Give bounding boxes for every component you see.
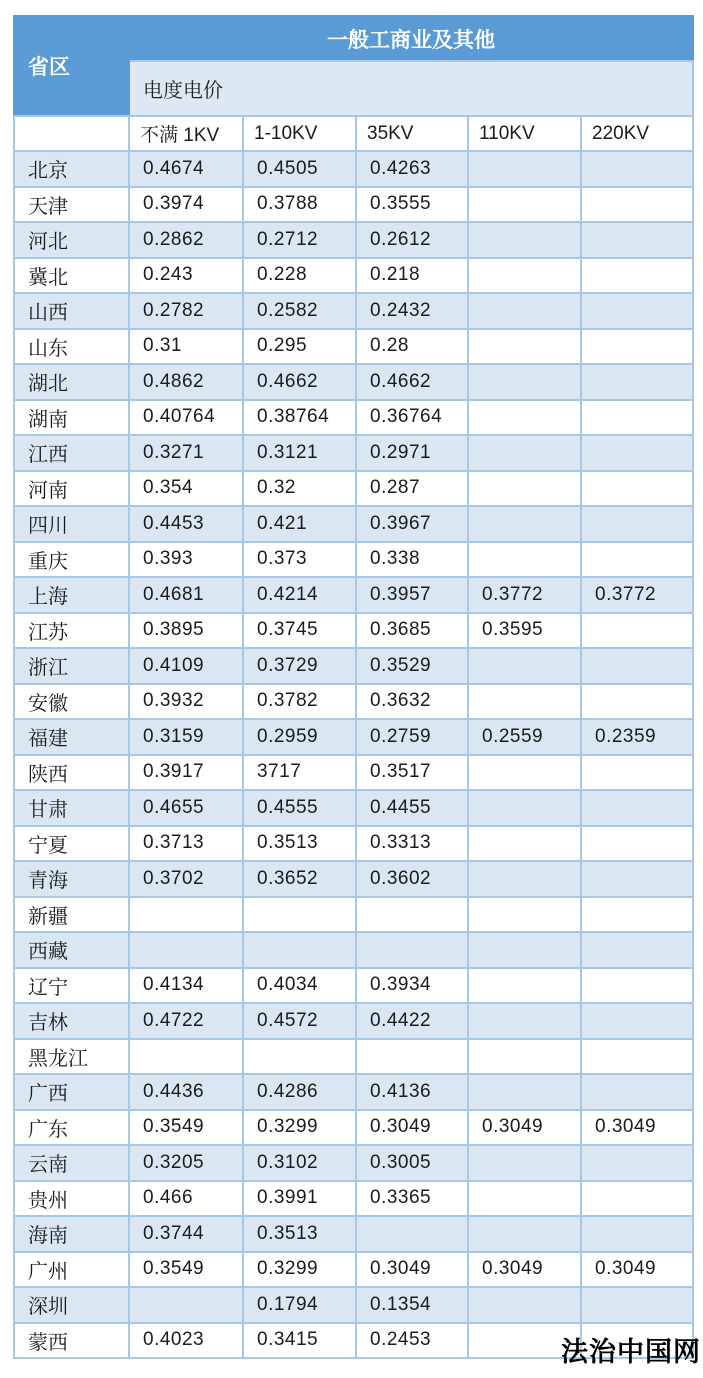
voltage-column-header-1: 不满 1KV xyxy=(129,116,243,151)
price-cell: 0.3602 xyxy=(356,861,468,897)
price-cell xyxy=(356,1216,468,1252)
province-cell: 山东 xyxy=(14,329,129,365)
province-cell: 四川 xyxy=(14,506,129,542)
price-cell xyxy=(468,1003,581,1039)
province-cell: 贵州 xyxy=(14,1181,129,1217)
price-cell xyxy=(468,435,581,471)
price-cell xyxy=(468,506,581,542)
price-cell: 0.2453 xyxy=(356,1323,468,1359)
price-cell: 0.4436 xyxy=(129,1074,243,1110)
price-cell: 0.32 xyxy=(243,471,356,507)
price-cell: 0.3205 xyxy=(129,1145,243,1181)
price-cell: 3717 xyxy=(243,755,356,791)
price-cell: 0.4722 xyxy=(129,1003,243,1039)
price-cell xyxy=(581,435,693,471)
price-cell xyxy=(581,1216,693,1252)
price-cell xyxy=(581,861,693,897)
province-cell: 宁夏 xyxy=(14,826,129,862)
province-cell: 甘肃 xyxy=(14,790,129,826)
price-cell: 0.40764 xyxy=(129,400,243,436)
price-cell xyxy=(581,506,693,542)
price-cell: 0.3529 xyxy=(356,648,468,684)
price-cell xyxy=(356,932,468,968)
price-cell: 0.4109 xyxy=(129,648,243,684)
price-cell xyxy=(468,329,581,365)
table-row xyxy=(14,258,693,294)
table-row xyxy=(14,719,693,755)
table-row xyxy=(14,1181,693,1217)
price-cell: 0.4681 xyxy=(129,577,243,613)
price-cell xyxy=(581,790,693,826)
price-cell xyxy=(468,1216,581,1252)
price-cell: 0.4422 xyxy=(356,1003,468,1039)
price-cell: 0.2862 xyxy=(129,222,243,258)
table-row xyxy=(14,861,693,897)
price-cell: 0.3957 xyxy=(356,577,468,613)
province-cell: 冀北 xyxy=(14,258,129,294)
province-cell: 海南 xyxy=(14,1216,129,1252)
price-cell: 0.3513 xyxy=(243,1216,356,1252)
table-row xyxy=(14,790,693,826)
province-column-header: 省区 xyxy=(14,16,129,116)
province-cell: 浙江 xyxy=(14,648,129,684)
price-cell xyxy=(468,968,581,1004)
price-cell xyxy=(581,542,693,578)
price-cell: 0.3049 xyxy=(356,1110,468,1146)
price-type-header: 电度电价 xyxy=(129,61,693,116)
price-cell: 0.3652 xyxy=(243,861,356,897)
price-cell: 0.295 xyxy=(243,329,356,365)
price-cell: 0.3967 xyxy=(356,506,468,542)
price-cell: 0.3934 xyxy=(356,968,468,1004)
price-cell: 0.3049 xyxy=(356,1252,468,1288)
watermark-text: 法治中国网 xyxy=(561,1337,701,1368)
province-cell: 江苏 xyxy=(14,613,129,649)
price-cell: 0.2971 xyxy=(356,435,468,471)
price-cell xyxy=(468,187,581,223)
price-cell xyxy=(581,684,693,720)
price-cell xyxy=(356,1039,468,1075)
price-cell: 0.3299 xyxy=(243,1110,356,1146)
price-cell xyxy=(356,897,468,933)
table-row xyxy=(14,187,693,223)
province-cell: 湖南 xyxy=(14,400,129,436)
price-cell xyxy=(581,400,693,436)
price-cell: 0.4572 xyxy=(243,1003,356,1039)
table-row xyxy=(14,364,693,400)
province-cell: 深圳 xyxy=(14,1287,129,1323)
table-row xyxy=(14,1074,693,1110)
price-cell xyxy=(468,932,581,968)
price-cell xyxy=(581,1039,693,1075)
table-row xyxy=(14,151,693,187)
price-cell: 0.2782 xyxy=(129,293,243,329)
blank-header-cell xyxy=(14,116,129,151)
price-cell: 0.3744 xyxy=(129,1216,243,1252)
price-cell: 0.4662 xyxy=(243,364,356,400)
price-cell: 0.3313 xyxy=(356,826,468,862)
table-row xyxy=(14,222,693,258)
province-cell: 福建 xyxy=(14,719,129,755)
table-row xyxy=(14,755,693,791)
price-cell: 0.4505 xyxy=(243,151,356,187)
price-cell: 0.3415 xyxy=(243,1323,356,1359)
price-cell xyxy=(468,648,581,684)
price-cell xyxy=(581,826,693,862)
price-cell: 0.4263 xyxy=(356,151,468,187)
price-cell: 0.3772 xyxy=(581,577,693,613)
price-cell xyxy=(581,329,693,365)
price-cell: 0.354 xyxy=(129,471,243,507)
table-row xyxy=(14,897,693,933)
price-cell xyxy=(468,1074,581,1110)
table-row xyxy=(14,1145,693,1181)
price-cell: 0.2612 xyxy=(356,222,468,258)
price-cell: 0.3049 xyxy=(581,1110,693,1146)
price-cell xyxy=(581,222,693,258)
price-cell: 0.3549 xyxy=(129,1252,243,1288)
price-cell xyxy=(468,826,581,862)
province-cell: 新疆 xyxy=(14,897,129,933)
province-cell: 黑龙江 xyxy=(14,1039,129,1075)
table-row xyxy=(14,932,693,968)
price-cell: 0.3517 xyxy=(356,755,468,791)
price-cell xyxy=(468,1181,581,1217)
price-cell xyxy=(468,258,581,294)
price-cell xyxy=(468,293,581,329)
table-row xyxy=(14,1287,693,1323)
province-cell: 河北 xyxy=(14,222,129,258)
province-cell: 上海 xyxy=(14,577,129,613)
province-cell: 辽宁 xyxy=(14,968,129,1004)
price-cell xyxy=(468,684,581,720)
price-cell xyxy=(468,364,581,400)
province-cell: 蒙西 xyxy=(14,1323,129,1359)
province-cell: 青海 xyxy=(14,861,129,897)
table-row xyxy=(14,1003,693,1039)
price-cell: 0.3991 xyxy=(243,1181,356,1217)
price-cell: 0.4674 xyxy=(129,151,243,187)
price-cell xyxy=(581,1145,693,1181)
price-cell: 0.3159 xyxy=(129,719,243,755)
province-cell: 湖北 xyxy=(14,364,129,400)
price-cell: 0.393 xyxy=(129,542,243,578)
price-cell xyxy=(581,1003,693,1039)
table-row xyxy=(14,1252,693,1288)
price-cell: 0.1794 xyxy=(243,1287,356,1323)
table-row xyxy=(14,968,693,1004)
province-cell: 广西 xyxy=(14,1074,129,1110)
table-row xyxy=(14,435,693,471)
price-cell: 0.4655 xyxy=(129,790,243,826)
price-cell: 0.4214 xyxy=(243,577,356,613)
price-cell xyxy=(468,1039,581,1075)
price-cell: 0.4455 xyxy=(356,790,468,826)
price-cell xyxy=(243,897,356,933)
province-cell: 山西 xyxy=(14,293,129,329)
price-cell xyxy=(468,790,581,826)
price-cell: 0.3632 xyxy=(356,684,468,720)
price-cell xyxy=(581,364,693,400)
price-cell: 0.3974 xyxy=(129,187,243,223)
price-cell xyxy=(581,897,693,933)
price-cell xyxy=(468,1287,581,1323)
price-cell: 0.4023 xyxy=(129,1323,243,1359)
price-cell: 0.3782 xyxy=(243,684,356,720)
price-cell: 0.3932 xyxy=(129,684,243,720)
table-row xyxy=(14,577,693,613)
price-cell: 0.3121 xyxy=(243,435,356,471)
price-cell: 0.3788 xyxy=(243,187,356,223)
price-cell: 0.466 xyxy=(129,1181,243,1217)
price-cell: 0.3299 xyxy=(243,1252,356,1288)
price-cell: 0.38764 xyxy=(243,400,356,436)
price-cell: 0.3049 xyxy=(468,1252,581,1288)
price-cell: 0.3049 xyxy=(468,1110,581,1146)
price-cell xyxy=(468,755,581,791)
price-cell: 0.3549 xyxy=(129,1110,243,1146)
province-cell: 安徽 xyxy=(14,684,129,720)
price-cell xyxy=(581,258,693,294)
price-cell xyxy=(468,1145,581,1181)
price-cell xyxy=(468,400,581,436)
price-cell xyxy=(581,151,693,187)
table-row xyxy=(14,1110,693,1146)
price-cell: 0.4034 xyxy=(243,968,356,1004)
price-cell: 0.31 xyxy=(129,329,243,365)
price-cell: 0.3102 xyxy=(243,1145,356,1181)
price-cell xyxy=(243,932,356,968)
table-row xyxy=(14,826,693,862)
province-cell: 西藏 xyxy=(14,932,129,968)
price-cell: 0.4662 xyxy=(356,364,468,400)
price-cell xyxy=(581,1181,693,1217)
price-cell: 0.3917 xyxy=(129,755,243,791)
price-cell xyxy=(581,293,693,329)
price-cell: 0.28 xyxy=(356,329,468,365)
price-cell: 0.3685 xyxy=(356,613,468,649)
table-row xyxy=(14,400,693,436)
price-cell xyxy=(581,932,693,968)
price-cell xyxy=(581,471,693,507)
price-cell xyxy=(581,755,693,791)
price-cell xyxy=(468,222,581,258)
price-cell xyxy=(581,1287,693,1323)
price-cell xyxy=(243,1039,356,1075)
price-cell xyxy=(129,1039,243,1075)
price-cell xyxy=(468,861,581,897)
table-row xyxy=(14,684,693,720)
province-cell: 广州 xyxy=(14,1252,129,1288)
table-title-row xyxy=(14,16,693,61)
voltage-header-row xyxy=(14,116,693,151)
province-cell: 云南 xyxy=(14,1145,129,1181)
province-cell: 北京 xyxy=(14,151,129,187)
price-cell: 0.421 xyxy=(243,506,356,542)
price-cell: 0.3895 xyxy=(129,613,243,649)
province-cell: 广东 xyxy=(14,1110,129,1146)
price-cell: 0.2432 xyxy=(356,293,468,329)
price-cell: 0.228 xyxy=(243,258,356,294)
price-cell xyxy=(468,471,581,507)
price-cell xyxy=(468,542,581,578)
price-cell: 0.3595 xyxy=(468,613,581,649)
province-cell: 吉林 xyxy=(14,1003,129,1039)
price-cell: 0.3513 xyxy=(243,826,356,862)
price-cell: 0.2959 xyxy=(243,719,356,755)
price-cell: 0.2359 xyxy=(581,719,693,755)
price-cell: 0.3271 xyxy=(129,435,243,471)
price-cell: 0.3745 xyxy=(243,613,356,649)
price-cell: 0.2582 xyxy=(243,293,356,329)
price-cell: 0.2759 xyxy=(356,719,468,755)
table-row xyxy=(14,506,693,542)
table-row xyxy=(14,471,693,507)
price-cell: 0.3365 xyxy=(356,1181,468,1217)
price-cell: 0.3713 xyxy=(129,826,243,862)
province-cell: 河南 xyxy=(14,471,129,507)
table-row xyxy=(14,1216,693,1252)
voltage-column-header-3: 35KV xyxy=(356,116,468,151)
table-row xyxy=(14,613,693,649)
voltage-column-header-5: 220KV xyxy=(581,116,693,151)
price-cell: 0.3049 xyxy=(581,1252,693,1288)
price-cell: 0.2712 xyxy=(243,222,356,258)
price-cell: 0.4134 xyxy=(129,968,243,1004)
price-cell xyxy=(468,897,581,933)
province-cell: 陕西 xyxy=(14,755,129,791)
voltage-column-header-4: 110KV xyxy=(468,116,581,151)
price-cell: 0.4286 xyxy=(243,1074,356,1110)
price-cell: 0.4136 xyxy=(356,1074,468,1110)
price-cell xyxy=(581,968,693,1004)
price-cell xyxy=(581,648,693,684)
price-cell: 0.218 xyxy=(356,258,468,294)
price-cell xyxy=(129,897,243,933)
price-cell: 0.4453 xyxy=(129,506,243,542)
price-cell xyxy=(581,1074,693,1110)
table-row xyxy=(14,1039,693,1075)
table-row xyxy=(14,293,693,329)
price-cell xyxy=(129,932,243,968)
price-cell: 0.3702 xyxy=(129,861,243,897)
province-cell: 重庆 xyxy=(14,542,129,578)
price-cell: 0.3772 xyxy=(468,577,581,613)
price-cell: 0.287 xyxy=(356,471,468,507)
province-cell: 天津 xyxy=(14,187,129,223)
price-cell: 0.3555 xyxy=(356,187,468,223)
table-row xyxy=(14,542,693,578)
price-cell xyxy=(468,151,581,187)
province-cell: 江西 xyxy=(14,435,129,471)
table-row xyxy=(14,329,693,365)
price-cell: 0.243 xyxy=(129,258,243,294)
price-cell xyxy=(581,613,693,649)
price-cell: 0.36764 xyxy=(356,400,468,436)
price-cell: 0.373 xyxy=(243,542,356,578)
price-cell: 0.3005 xyxy=(356,1145,468,1181)
table-title: 一般工商业及其他 xyxy=(129,16,693,61)
voltage-column-header-2: 1-10KV xyxy=(243,116,356,151)
table-row xyxy=(14,648,693,684)
price-cell: 0.3729 xyxy=(243,648,356,684)
price-cell xyxy=(581,187,693,223)
price-cell: 0.2559 xyxy=(468,719,581,755)
price-cell: 0.1354 xyxy=(356,1287,468,1323)
price-cell: 0.4862 xyxy=(129,364,243,400)
price-cell: 0.4555 xyxy=(243,790,356,826)
price-cell xyxy=(129,1287,243,1323)
electricity-price-table xyxy=(13,15,694,1359)
price-cell: 0.338 xyxy=(356,542,468,578)
